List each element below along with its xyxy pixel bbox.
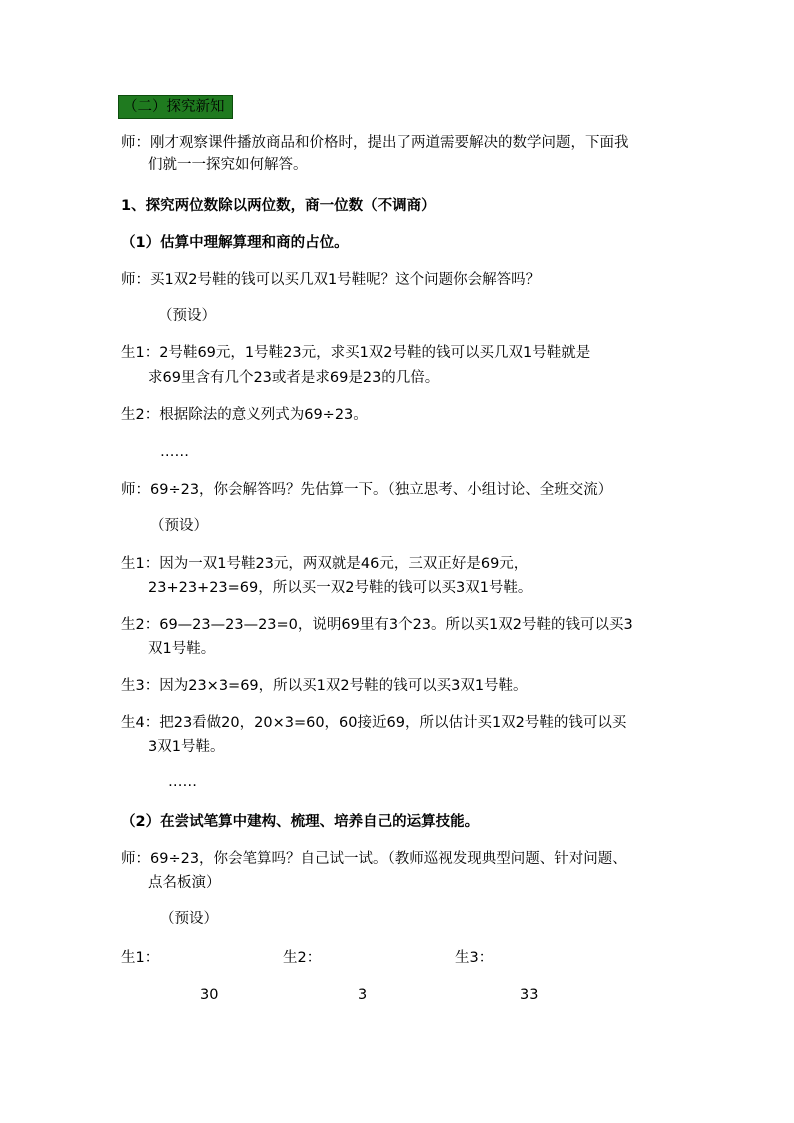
estimate-2-line-2: 双1号鞋。	[148, 641, 216, 657]
estimate-4-line-2: 3双1号鞋。	[148, 739, 225, 755]
section-title: （二）探究新知	[123, 99, 225, 115]
intro-line-1: 师：刚才观察课件播放商品和价格时，提出了两道需要解决的数学问题，下面我	[121, 135, 629, 151]
section-title-highlight	[118, 95, 233, 119]
student-1-line-1: 生1：2号鞋69元，1号鞋23元，求买1双2号鞋的钱可以买几双1号鞋就是	[121, 345, 591, 361]
preset-label-1: （预设）	[158, 308, 216, 324]
preset-label-2: （预设）	[150, 518, 208, 534]
teacher-question-1: 师：买1双2号鞋的钱可以买几双1号鞋呢？这个问题你会解答吗？	[121, 272, 541, 288]
estimate-1-line-2: 23+23+23=69，所以买一双2号鞋的钱可以买3双1号鞋。	[148, 580, 533, 596]
ellipsis-2: ……	[168, 774, 197, 790]
student-2-answer: 生2：根据除法的意义列式为69÷23。	[121, 407, 368, 423]
estimate-2-line-1: 生2：69—23—23—23=0，说明69里有3个23。所以买1双2号鞋的钱可以买3	[121, 617, 633, 633]
intro-line-2: 们就一一探究如何解答。	[148, 157, 308, 173]
estimate-1-line-1: 生1：因为一双1号鞋23元，两双就是46元，三双正好是69元，	[121, 556, 529, 572]
teacher-question-2: 师：69÷23，你会解答吗？先估算一下。（独立思考、小组讨论、全班交流）	[121, 482, 613, 498]
estimate-3: 生3：因为23×3=69，所以买1双2号鞋的钱可以买3双1号鞋。	[121, 678, 528, 694]
student-1-result: 30	[200, 987, 219, 1003]
student-2-result: 3	[358, 987, 368, 1003]
student-label-3: 生3：	[455, 950, 494, 966]
ellipsis-1: ……	[160, 444, 189, 460]
heading-1: 1、探究两位数除以两位数，商一位数（不调商）	[121, 198, 436, 214]
estimate-4-line-1: 生4：把23看做20，20×3=60，60接近69，所以估计买1双2号鞋的钱可以买	[121, 715, 627, 731]
teacher-question-3-line-1: 师：69÷23，你会笔算吗？自己试一试。（教师巡视发现典型问题、针对问题、	[121, 851, 627, 867]
student-1-line-2: 求69里含有几个23或者是求69是23的几倍。	[148, 370, 440, 386]
student-label-2: 生2：	[283, 950, 322, 966]
subheading-2: （2）在尝试笔算中建构、梳理、培养自己的运算技能。	[121, 814, 480, 830]
student-3-result: 33	[520, 987, 539, 1003]
student-label-1: 生1：	[121, 950, 160, 966]
preset-label-3: （预设）	[160, 911, 218, 927]
teacher-question-3-line-2: 点名板演）	[148, 875, 221, 891]
subheading-1: （1）估算中理解算理和商的占位。	[121, 235, 349, 251]
